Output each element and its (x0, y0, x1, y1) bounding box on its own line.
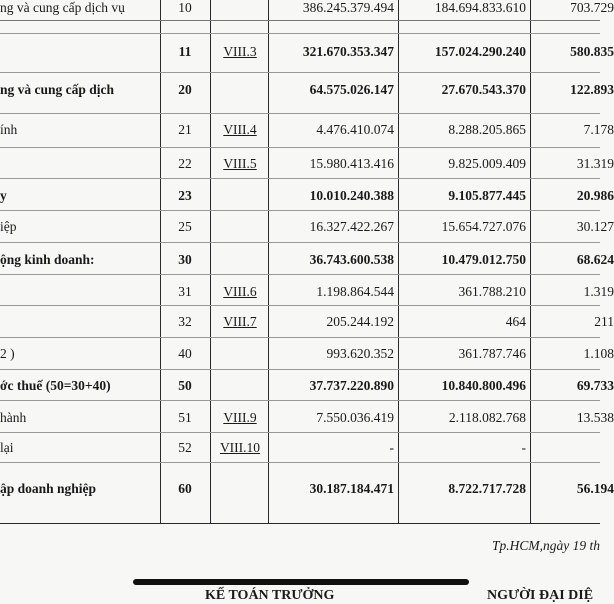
row-value-current: 36.743.600.538 (309, 252, 394, 267)
row-note-ref: VIII.4 (223, 122, 257, 137)
row-note-ref: VIII.5 (223, 156, 257, 171)
row-value-cumulative: 122.893 (570, 82, 614, 97)
row-code: 32 (178, 314, 192, 329)
row-item-label: ính (0, 122, 18, 137)
row-value-cumulative: 211 (594, 314, 614, 329)
row-item-label: y (0, 188, 7, 203)
signature-date: Tp.HCM,ngày 19 th (492, 538, 600, 553)
row-value-prior: 157.024.290.240 (434, 44, 526, 59)
column-divider (210, 0, 211, 524)
row-code: 31 (178, 284, 192, 299)
row-value-current: 321.670.353.347 (302, 44, 394, 59)
row-value-cumulative: 13.538 (576, 410, 614, 425)
representative-label: NGƯỜI ĐẠI DIỆ (487, 588, 594, 603)
row-value-prior: 27.670.543.370 (441, 82, 526, 97)
row-code: 40 (178, 346, 192, 361)
row-note-ref: VIII.7 (223, 314, 257, 329)
row-code: 51 (178, 410, 192, 425)
row-item-label: iệp (0, 219, 17, 234)
row-value-current: 64.575.026.147 (309, 82, 394, 97)
row-divider (0, 33, 600, 34)
row-value-cumulative: 703.729 (570, 0, 614, 15)
row-value-cumulative: 30.127 (576, 219, 614, 234)
row-item-label: lại (0, 440, 14, 455)
row-divider (0, 20, 600, 21)
row-value-cumulative: 580.835 (570, 44, 614, 59)
row-divider (0, 178, 600, 179)
row-value-prior: 9.825.009.409 (448, 156, 526, 171)
row-divider (0, 462, 600, 463)
row-value-cumulative: 31.319 (576, 156, 614, 171)
row-value-prior: - (521, 440, 526, 455)
row-code: 20 (178, 82, 192, 97)
row-item-label: hành (0, 410, 27, 425)
chief-accountant-label: KẾ TOÁN TRƯỞNG (205, 588, 335, 603)
row-code: 50 (178, 378, 192, 393)
row-note-ref: VIII.3 (223, 44, 257, 59)
row-divider (0, 242, 600, 243)
row-value-prior: 8.288.205.865 (448, 122, 526, 137)
row-value-cumulative: 69.733 (576, 378, 614, 393)
row-value-cumulative: 68.624 (576, 252, 614, 267)
row-value-current: 4.476.410.074 (316, 122, 394, 137)
row-code: 60 (178, 481, 192, 496)
row-divider (0, 432, 600, 433)
row-divider (0, 337, 600, 338)
row-note-ref: VIII.6 (223, 284, 257, 299)
row-item-label: ng và cung cấp dịch vụ (0, 0, 125, 15)
row-item-label: 2 ) (0, 346, 15, 361)
row-value-cumulative: 20.986 (576, 188, 614, 203)
column-divider (530, 0, 531, 524)
row-value-current: 205.244.192 (326, 314, 394, 329)
row-value-prior: 10.840.800.496 (441, 378, 526, 393)
row-code: 52 (178, 440, 192, 455)
row-value-prior: 10.479.012.750 (441, 252, 526, 267)
table-bottom-border (0, 523, 600, 524)
row-note-ref: VIII.9 (223, 410, 257, 425)
row-value-prior: 464 (505, 314, 526, 329)
row-value-current: - (389, 440, 394, 455)
row-value-current: 386.245.379.494 (302, 0, 394, 15)
row-divider (0, 400, 600, 401)
row-divider (0, 274, 600, 275)
row-value-prior: 2.118.082.768 (448, 410, 526, 425)
row-divider (0, 369, 600, 370)
row-value-cumulative: 56.194 (576, 481, 614, 496)
row-value-current: 993.620.352 (326, 346, 394, 361)
row-value-prior: 15.654.727.076 (441, 219, 526, 234)
row-divider (0, 147, 600, 148)
row-item-label: ập doanh nghiệp (0, 481, 97, 496)
row-code: 22 (178, 156, 192, 171)
column-divider (268, 0, 269, 524)
row-item-label: ộng kinh doanh: (0, 252, 95, 267)
row-code: 25 (178, 219, 192, 234)
row-value-current: 16.327.422.267 (309, 219, 394, 234)
column-divider (160, 0, 161, 524)
row-divider (0, 72, 600, 73)
row-value-prior: 361.788.210 (458, 284, 526, 299)
row-value-current: 1.198.864.544 (316, 284, 394, 299)
row-value-current: 15.980.413.416 (309, 156, 394, 171)
row-value-current: 7.550.036.419 (316, 410, 394, 425)
row-divider (0, 113, 600, 114)
row-value-prior: 9.105.877.445 (448, 188, 526, 203)
row-value-prior: 8.722.717.728 (448, 481, 526, 496)
row-code: 10 (178, 0, 192, 15)
horizontal-scrollbar[interactable] (133, 579, 469, 585)
row-code: 11 (178, 44, 192, 59)
row-code: 30 (178, 252, 192, 267)
row-value-current: 37.737.220.890 (309, 378, 394, 393)
column-divider (398, 0, 399, 524)
row-item-label: ớc thuế (50=30+40) (0, 378, 111, 393)
row-value-current: 10.010.240.388 (309, 188, 394, 203)
row-value-current: 30.187.184.471 (309, 481, 394, 496)
row-value-prior: 361.787.746 (458, 346, 526, 361)
row-value-cumulative: 1.319 (583, 284, 614, 299)
row-value-prior: 184.694.833.610 (434, 0, 526, 15)
row-divider (0, 210, 600, 211)
row-code: 21 (178, 122, 192, 137)
row-divider (0, 305, 600, 306)
row-value-cumulative: 1.108 (583, 346, 614, 361)
row-note-ref: VIII.10 (219, 440, 261, 455)
row-item-label: ng và cung cấp dịch (0, 82, 115, 97)
row-code: 23 (178, 188, 192, 203)
row-value-cumulative: 7.178 (583, 122, 614, 137)
